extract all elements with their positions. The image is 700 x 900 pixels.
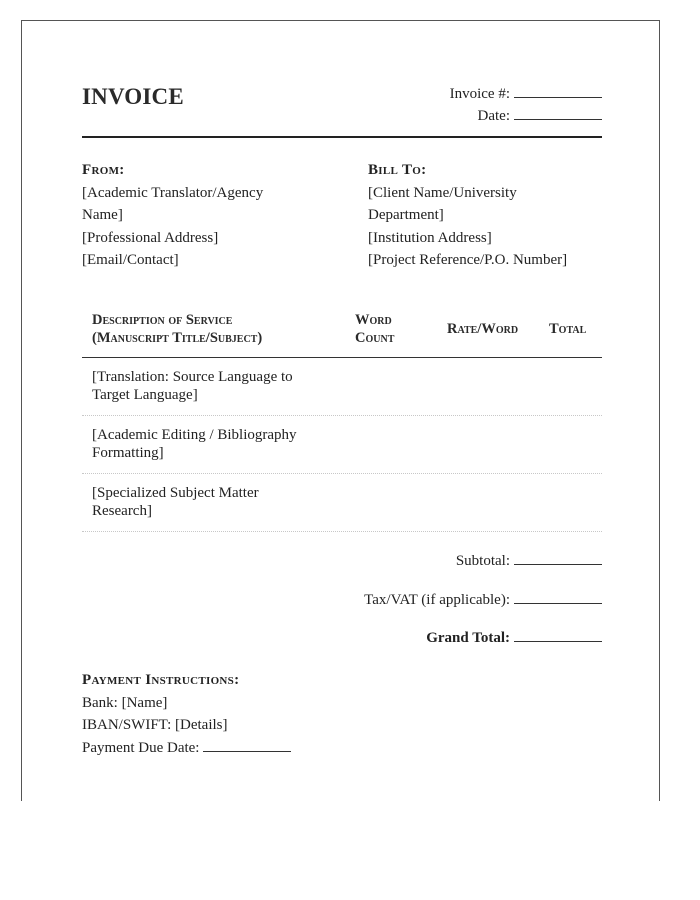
invoice-number-label: Invoice #:: [449, 86, 510, 102]
header-rate: Rate/Word: [447, 321, 519, 337]
payment-heading: Payment Instructions:: [82, 672, 240, 688]
row-description-line: [Specialized Subject Matter: [92, 485, 259, 501]
from-block: [82, 159, 297, 272]
grand-total-blank: [514, 627, 602, 642]
from-line: [Email/Contact]: [82, 252, 179, 268]
bill-to-line: [Project Reference/P.O. Number]: [368, 252, 568, 268]
from-line: Name]: [82, 207, 123, 223]
invoice-date-blank: [514, 105, 602, 120]
tax-row: [364, 589, 602, 628]
table-row: [82, 416, 602, 474]
totals-block: [364, 550, 602, 666]
subtotal-blank: [514, 550, 602, 565]
table-row: [82, 474, 602, 532]
header-description-line: (Manuscript Title/Subject): [92, 330, 263, 346]
from-heading: From:: [82, 162, 125, 178]
subtotal-row: [364, 550, 602, 589]
grand-total-label: Grand Total:: [426, 630, 510, 646]
tax-blank: [514, 589, 602, 604]
invoice-number-blank: [514, 83, 602, 98]
payment-bank: Bank: [Name]: [82, 694, 168, 711]
header-word-count: [355, 311, 425, 347]
header-description-line: Description of Service: [92, 312, 233, 328]
payment-due-label: Payment Due Date:: [82, 739, 200, 756]
from-line: [Professional Address]: [82, 229, 219, 246]
row-description: [92, 484, 342, 520]
payment-iban: IBAN/SWIFT: [Details]: [82, 717, 228, 733]
header-description: [92, 311, 342, 347]
row-description: [92, 368, 342, 404]
tax-label: Tax/VAT (if applicable):: [364, 591, 510, 608]
row-description-line: Formatting]: [92, 445, 164, 461]
header-total: Total: [549, 321, 587, 337]
bill-to-heading: Bill To:: [368, 162, 427, 178]
payment-due-row: [82, 737, 291, 760]
services-table: [82, 308, 602, 532]
invoice-page: [21, 20, 660, 801]
payment-block: [82, 669, 291, 759]
row-description-line: [Academic Editing / Bibliography: [92, 427, 297, 443]
bill-to-line: [Client Name/University: [368, 184, 517, 201]
bill-to-block: [368, 159, 603, 272]
row-description-line: Target Language]: [92, 387, 198, 403]
row-description-line: Research]: [92, 503, 152, 519]
invoice-number-row: [450, 83, 602, 105]
header-divider: [82, 136, 602, 138]
grand-total-row: [364, 627, 602, 666]
bill-to-line: [Institution Address]: [368, 229, 492, 246]
header-word-count-line: Count: [355, 330, 395, 346]
invoice-meta: [450, 83, 602, 127]
from-line: [Academic Translator/Agency: [82, 184, 264, 201]
bill-to-line: Department]: [368, 207, 444, 223]
invoice-date-row: [450, 105, 602, 127]
row-description: [92, 426, 342, 462]
payment-due-blank: [203, 737, 291, 752]
table-row: [82, 358, 602, 416]
invoice-title: INVOICE: [82, 84, 184, 109]
table-header: [82, 308, 602, 358]
invoice-date-label: Date:: [477, 108, 510, 124]
row-description-line: [Translation: Source Language to: [92, 369, 293, 385]
subtotal-label: Subtotal:: [455, 553, 510, 569]
header-word-count-line: Word: [355, 312, 392, 328]
